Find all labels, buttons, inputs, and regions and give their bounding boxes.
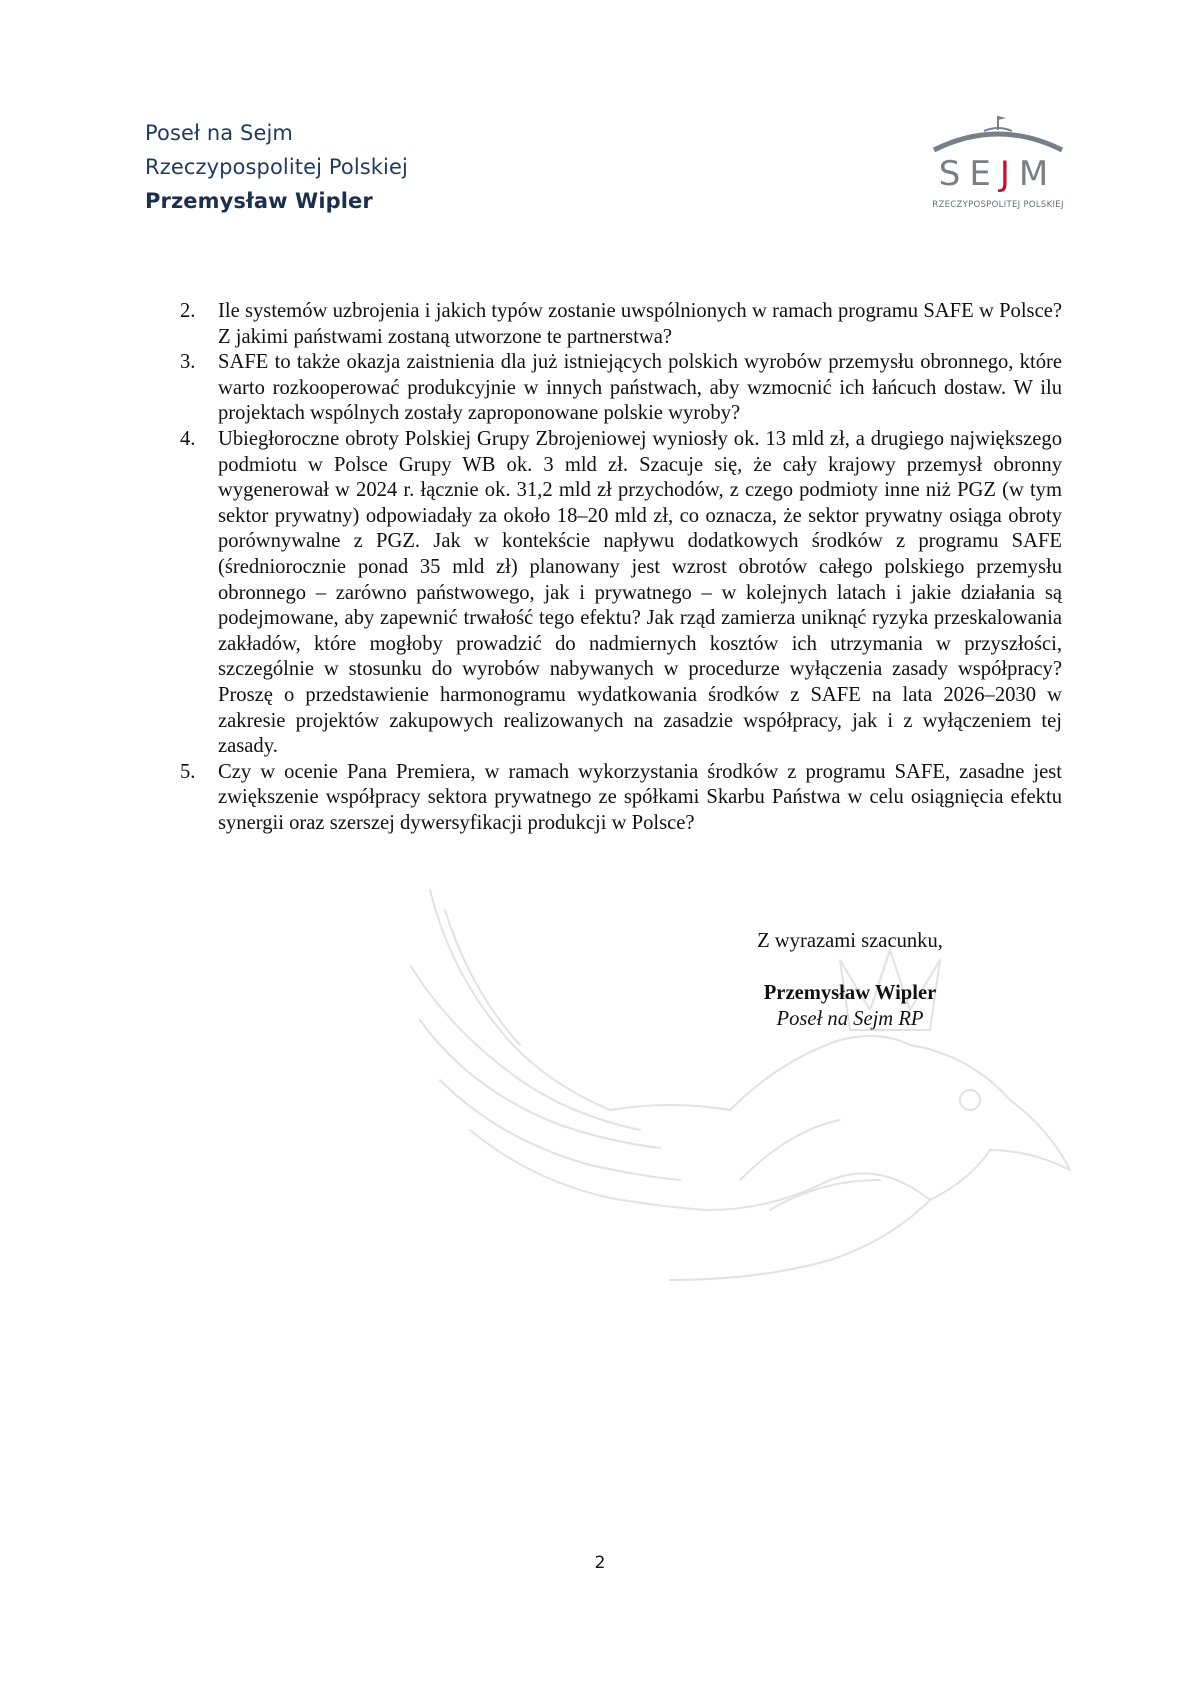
- signer-name: Przemysław Wipler: [763, 982, 937, 1004]
- question-item: [180, 760, 1062, 837]
- logo-letter-j: J: [999, 154, 1019, 194]
- question-text: Ubiegłoroczne obroty Polskiej Grupy Zbrojeniowej wyniosły ok. 13 mld zł, a drugiego największego podmiotu w Polsce Grupy WB ok. 3 mld zł. Szacuje się, że cały krajowy przemysł obronny wygenerował w 2024 r. łącznie ok. 31,2 mld zł przychodów, z czego podmioty inne niż PGZ (w tym sektor prywatny) odpowiadały za około 18–20 mld zł, co oznacza, że sektor prywatny osiąga obroty porównywalne z PGZ. Jak w kontekście napływu dodatkowych środków z programu SAFE (średniorocznie ponad 35 mld zł) planowany jest wzrost obrotów całego polskiego przemysłu obronnego – zarówno państwowego, jak i prywatnego – w kolejnych latach i jakie działania są podejmowane, aby zapewnić trwałość tego efektu? Jak rząd zamierza uniknąć ryzyka przeskalowania zakładów, które mogłoby prowadzić do nadmiernych kosztów ich utrzymania w przyszłości, szczególnie w stosunku do wyrobów nabywanych w procedurze wyłączenia zasady współpracy? Proszę o przedstawienie harmonogramu wydatkowania środków z SAFE na lata 2026–2030 w zakresie projektów zakupowych realizowanych na zasadzie współpracy, jak i z wyłączeniem tej zasady.: [218, 427, 1062, 758]
- letterhead-name: Przemysław Wipler: [145, 189, 373, 213]
- question-number: 3.: [180, 351, 196, 374]
- question-item: [180, 427, 1062, 760]
- question-item: [180, 350, 1062, 427]
- sejm-logo-subtitle: RZECZYPOSPOLITEJ POLSKIEJ: [932, 200, 1064, 210]
- question-number: 5.: [180, 760, 196, 783]
- closing-greeting: Z wyrazami szacunku,: [757, 930, 943, 952]
- question-text: Czy w ocenie Pana Premiera, w ramach wykorzystania środków z programu SAFE, zasadne jest zwiększenie współpracy sektora prywatnego ze spółkami Skarbu Państwa w celu osiągnięcia efektu synergii oraz szerszej dywersyfikacji produkcji w Polsce?: [218, 760, 1062, 834]
- letterhead: [145, 116, 408, 218]
- closing-block: [740, 928, 960, 1032]
- page-number: 2: [594, 1553, 606, 1573]
- sejm-building-icon: [928, 110, 1068, 154]
- logo-letter-s: S: [938, 154, 970, 194]
- sejm-logo: [928, 110, 1068, 216]
- question-item: [180, 299, 1062, 350]
- signer-role: Poseł na Sejm RP: [776, 1008, 924, 1030]
- question-list: [180, 299, 1062, 836]
- letterhead-title: Poseł na Sejm: [145, 121, 293, 145]
- logo-letter-e: E: [969, 154, 1000, 194]
- question-text: Ile systemów uzbrojenia i jakich typów zostanie uwspólnionych w ramach programu SAFE w Polsce? Z jakimi państwami zostaną utworzone te partnerstwa?: [218, 300, 1062, 348]
- logo-letter-m: M: [1018, 154, 1058, 194]
- letterhead-country: Rzeczypospolitej Polskiej: [145, 155, 408, 179]
- sejm-logo-wordmark: [928, 154, 1068, 194]
- question-text: SAFE to także okazja zaistnienia dla już istniejących polskich wyrobów przemysłu obronnego, które warto rozkooperować produkcyjnie w innych państwach, aby wzmocnić ich łańcuch dostaw. W ilu projektach wspólnych zostały zaproponowane polskie wyroby?: [218, 351, 1062, 425]
- question-number: 2.: [180, 300, 196, 322]
- question-number: 4.: [180, 427, 196, 450]
